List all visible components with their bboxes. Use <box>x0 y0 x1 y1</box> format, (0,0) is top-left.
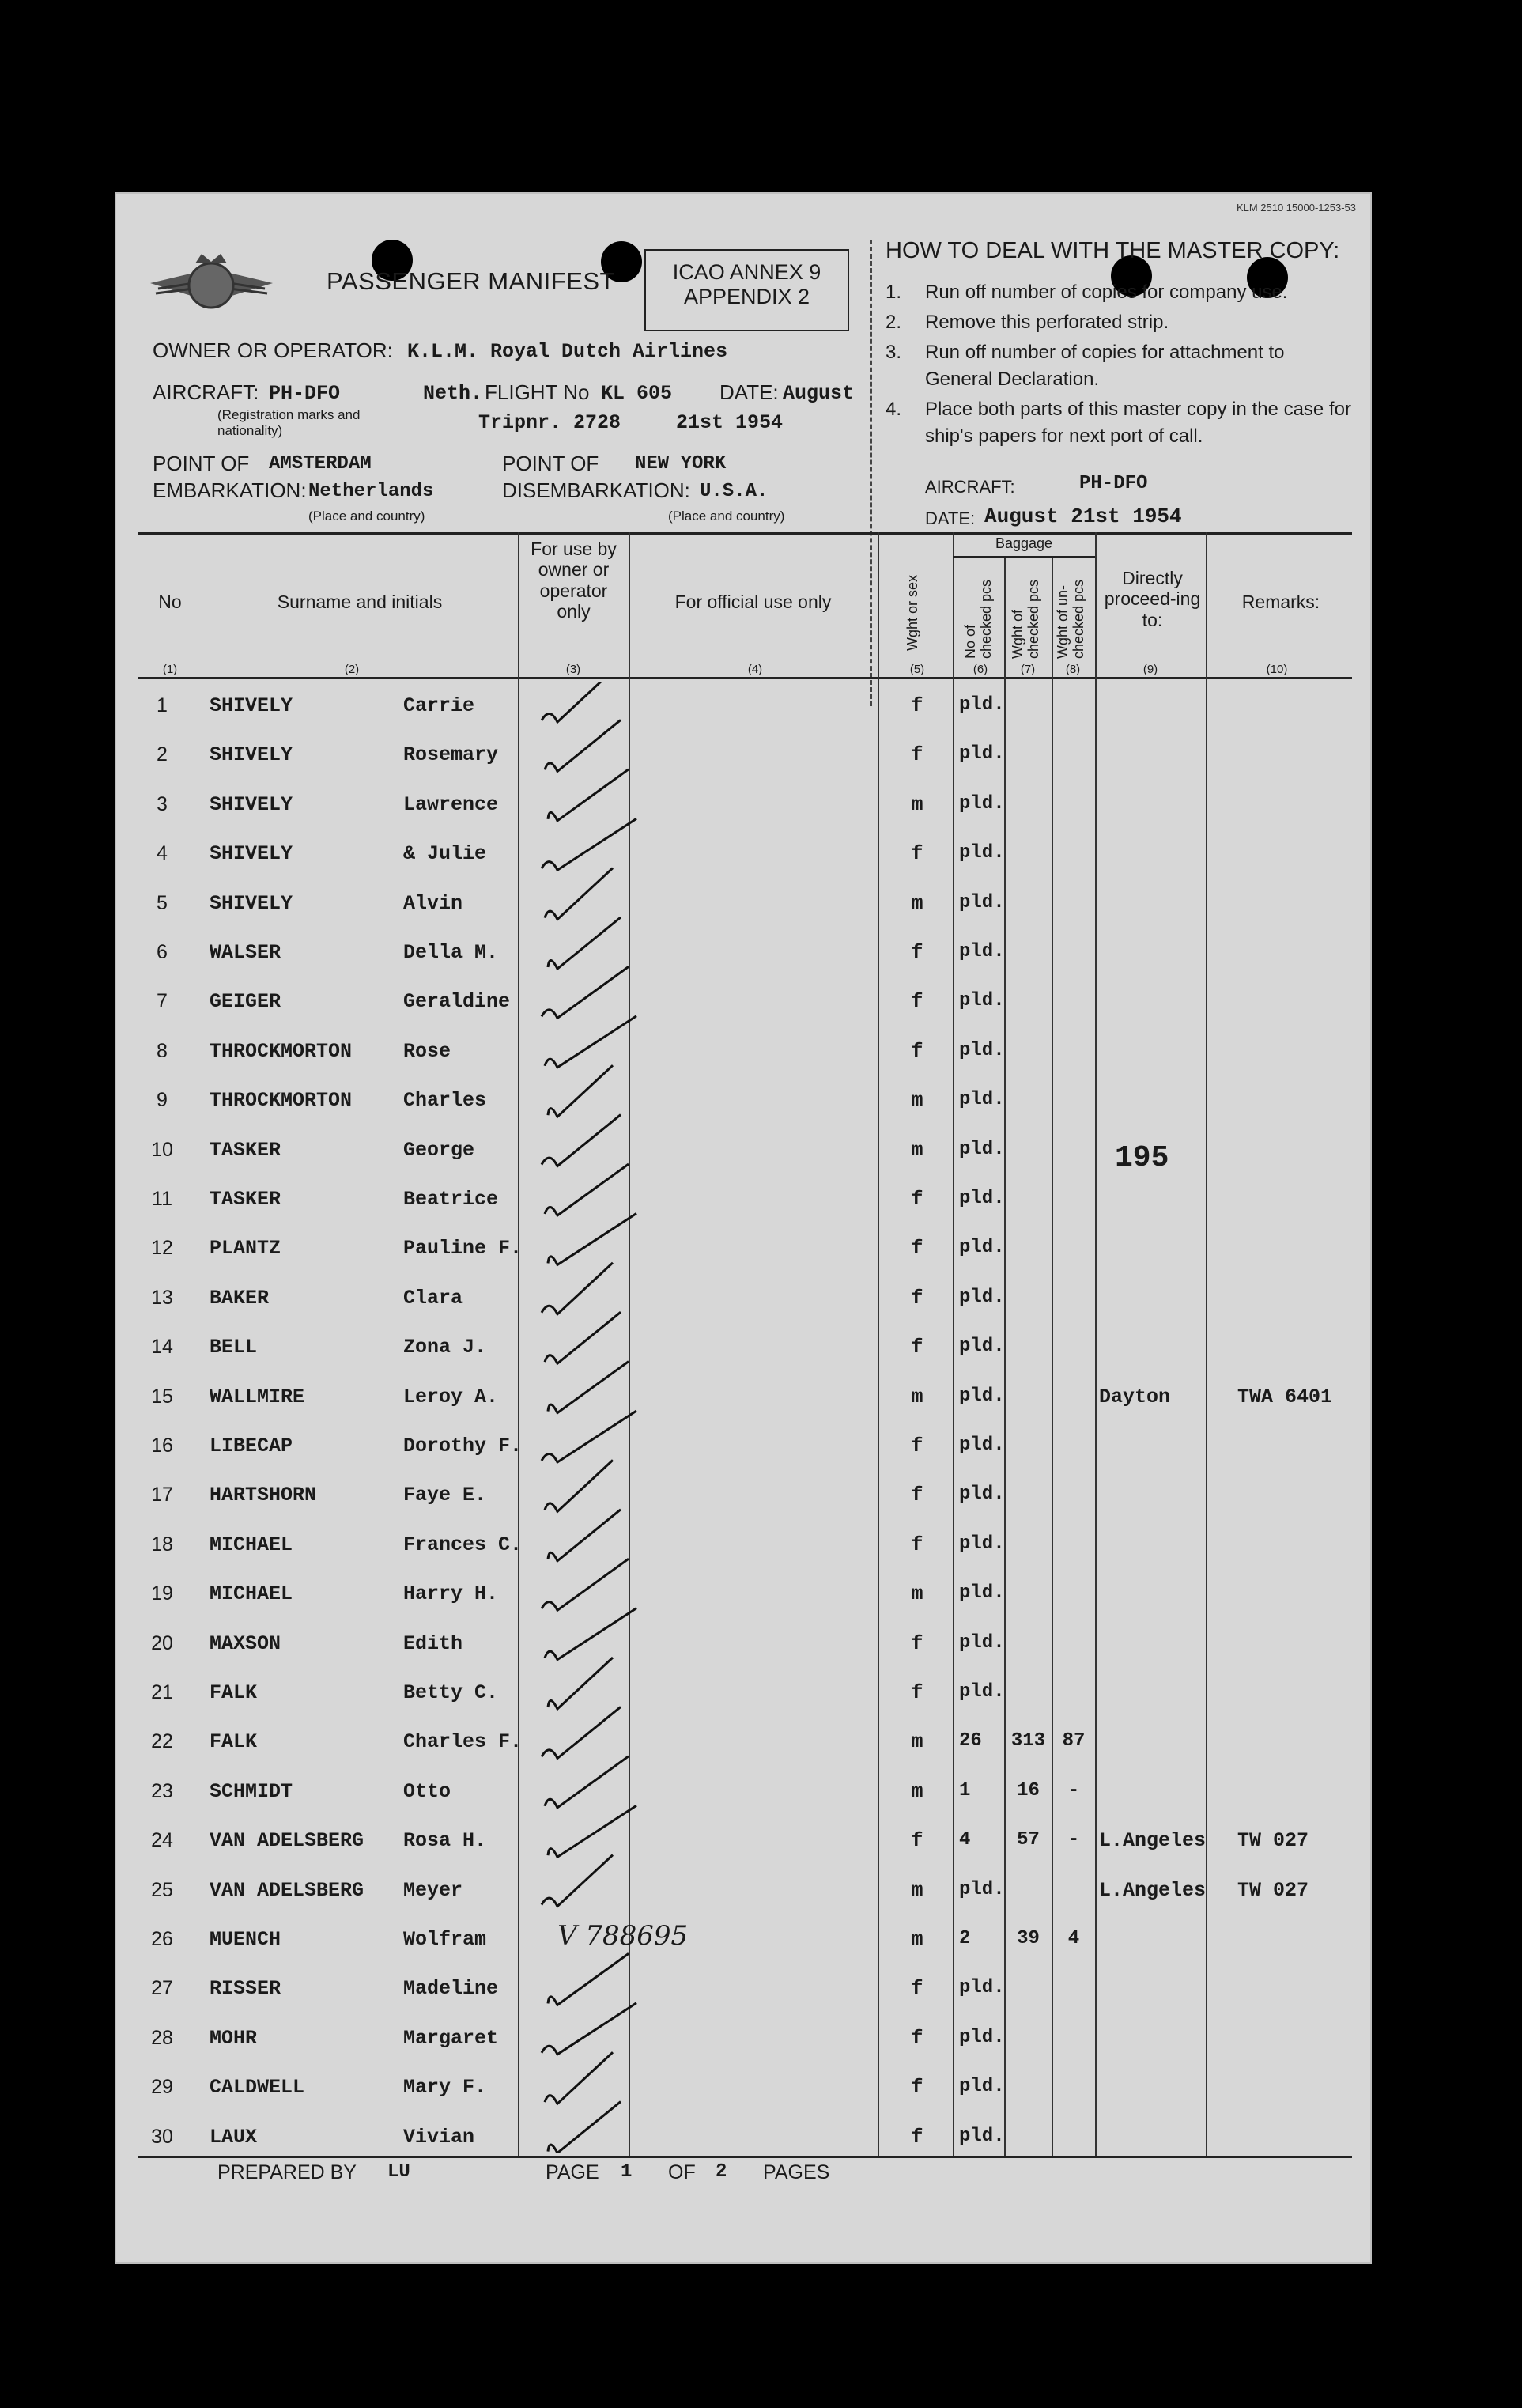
date-value: August <box>783 382 855 405</box>
row-given-name: Mary F. <box>403 2076 487 2100</box>
row-no: 14 <box>151 1336 173 1359</box>
row-destination: L.Angeles <box>1099 1829 1207 1853</box>
row-no: 29 <box>151 2076 173 2099</box>
check-mark <box>542 1115 621 1166</box>
header-owner-use: For use by owner or operator only <box>531 539 617 622</box>
row-given-name: Geraldine <box>403 990 511 1014</box>
row-surname: THROCKMORTON <box>210 1089 353 1113</box>
row-sex: m <box>911 1385 923 1408</box>
row-surname: LAUX <box>210 2125 258 2149</box>
colnum: (2) <box>344 663 360 676</box>
check-mark <box>548 1510 621 1561</box>
row-sex: m <box>911 1928 923 1951</box>
row-given-name: Pauline F. <box>403 1237 523 1261</box>
trip-number: Tripnr. 2728 <box>478 411 621 434</box>
check-mark <box>545 2052 613 2104</box>
row-sex: m <box>911 1089 923 1113</box>
embarkation-country: Netherlands <box>308 481 434 502</box>
row-no: 25 <box>151 1878 173 1901</box>
row-surname: MOHR <box>210 2026 258 2050</box>
embarkation-label-2: EMBARKATION: <box>153 478 307 502</box>
row-checked-pcs: pld. <box>959 891 1005 913</box>
row-given-name: George <box>403 1138 475 1162</box>
row-surname: MAXSON <box>210 1631 281 1655</box>
row-surname: PLANTZ <box>210 1237 281 1261</box>
row-sex: m <box>911 1730 923 1754</box>
row-surname: MICHAEL <box>210 1582 293 1606</box>
header-sex: Wght or sex <box>905 574 920 651</box>
check-mark <box>545 1756 629 1808</box>
stamp-number: 195 <box>1115 1141 1169 1175</box>
row-checked-pcs: pld. <box>959 1878 1005 1900</box>
owner-label: OWNER OR OPERATOR: <box>153 338 393 362</box>
pages-label: PAGES <box>763 2161 830 2183</box>
row-sex: f <box>911 1435 923 1457</box>
row-checked-pcs: pld. <box>959 2026 1005 2048</box>
aircraft-nationality: Neth. <box>423 382 483 405</box>
row-remarks: TW 027 <box>1237 1878 1309 1902</box>
row-sex: m <box>911 792 923 816</box>
embarkation-place: AMSTERDAM <box>269 453 372 474</box>
of-label: OF <box>668 2161 696 2183</box>
row-sex: f <box>911 941 923 964</box>
row-checked-pcs: 1 <box>959 1779 971 1801</box>
row-wght-unchecked: 87 <box>1062 1730 1086 1752</box>
row-surname: SHIVELY <box>210 792 293 816</box>
row-sex: f <box>911 1631 923 1655</box>
page-label: PAGE <box>546 2161 599 2183</box>
row-surname: SHIVELY <box>210 891 293 915</box>
row-checked-pcs: pld. <box>959 2076 1005 2098</box>
row-remarks: TW 027 <box>1237 1829 1309 1853</box>
passport-note: V 788695 <box>557 1920 689 1952</box>
check-mark <box>542 966 629 1018</box>
row-surname: MICHAEL <box>210 1533 293 1556</box>
instruction-item: 2. Remove this perforated strip. <box>886 312 1169 334</box>
row-surname: WALSER <box>210 941 281 964</box>
colnum: (9) <box>1142 663 1158 676</box>
row-given-name: Rose <box>403 1039 451 1063</box>
row-surname: TASKER <box>210 1188 281 1211</box>
instruction-item: 3. Run off number of copies for attachment to General Declaration. <box>886 342 1285 391</box>
date-value-2: 21st 1954 <box>676 411 784 434</box>
row-no: 26 <box>151 1928 173 1950</box>
icao-line2: APPENDIX 2 <box>683 285 810 308</box>
row-no: 7 <box>157 990 168 1013</box>
instruction-item: 1. Run off number of copies for company use. <box>886 282 1288 303</box>
row-sex: m <box>911 1138 923 1162</box>
row-sex: f <box>911 2076 923 2100</box>
row-given-name: Clara <box>403 1286 463 1310</box>
row-given-name: Charles <box>403 1089 487 1113</box>
row-checked-pcs: pld. <box>959 1435 1005 1456</box>
check-mark <box>548 917 621 969</box>
flight-label: FLIGHT No <box>485 380 590 404</box>
instruction-item: 4. Place both parts of this master copy in the case for ship's papers for next port of call. <box>886 399 1351 448</box>
check-mark <box>548 1805 636 1857</box>
row-surname: THROCKMORTON <box>210 1039 353 1063</box>
row-sex: f <box>911 990 923 1014</box>
row-checked-pcs: 2 <box>959 1928 971 1949</box>
row-no: 27 <box>151 1977 173 2000</box>
form-title: PASSENGER MANIFEST <box>327 267 615 295</box>
of-value: 2 <box>716 2161 727 2183</box>
row-given-name: Rosemary <box>403 743 499 767</box>
date-label: DATE: <box>719 380 779 404</box>
row-surname: SCHMIDT <box>210 1779 293 1803</box>
row-given-name: Leroy A. <box>403 1385 499 1408</box>
instructions-date-value: August 21st 1954 <box>984 505 1182 528</box>
row-no: 6 <box>157 941 168 963</box>
colnum: (1) <box>162 663 178 676</box>
row-no: 24 <box>151 1829 173 1852</box>
colnum: (5) <box>909 663 925 676</box>
page-value: 1 <box>621 2161 633 2183</box>
row-surname: SHIVELY <box>210 694 293 717</box>
row-no: 18 <box>151 1533 173 1556</box>
disembarkation-label-1: POINT OF <box>502 452 599 475</box>
row-no: 2 <box>157 743 168 766</box>
row-sex: f <box>911 1681 923 1704</box>
row-given-name: Edith <box>403 1631 463 1655</box>
baggage-rule <box>953 556 1095 558</box>
row-sex: f <box>911 743 923 767</box>
header-remarks: Remarks: <box>1241 592 1320 612</box>
row-checked-pcs: pld. <box>959 1977 1005 1999</box>
row-no: 23 <box>151 1779 173 1802</box>
row-wght-checked: 16 <box>1017 1779 1040 1801</box>
row-checked-pcs: pld. <box>959 1138 1005 1160</box>
row-surname: HARTSHORN <box>210 1484 317 1507</box>
row-no: 16 <box>151 1435 173 1457</box>
instructions-list <box>886 279 1352 450</box>
row-given-name: Harry H. <box>403 1582 499 1606</box>
prepared-value: LU <box>387 2161 410 2183</box>
row-checked-pcs: pld. <box>959 1681 1005 1703</box>
row-surname: FALK <box>210 1681 258 1704</box>
row-given-name: Betty C. <box>403 1681 499 1704</box>
aircraft-label: AIRCRAFT: <box>153 380 259 404</box>
row-sex: m <box>911 1779 923 1803</box>
disembarkation-place: NEW YORK <box>635 453 727 474</box>
header-no: No <box>158 592 182 612</box>
row-wght-unchecked: 4 <box>1067 1928 1080 1949</box>
row-checked-pcs: pld. <box>959 743 1005 765</box>
row-checked-pcs: pld. <box>959 1286 1005 1308</box>
row-sex: f <box>911 2125 923 2149</box>
row-given-name: Madeline <box>403 1977 499 2001</box>
row-surname: BELL <box>210 1336 258 1359</box>
row-checked-pcs: pld. <box>959 1336 1005 1358</box>
row-no: 9 <box>157 1089 168 1112</box>
row-sex: f <box>911 2026 923 2050</box>
row-destination: L.Angeles <box>1099 1878 1207 1902</box>
row-sex: f <box>911 842 923 866</box>
check-mark <box>542 682 613 722</box>
row-surname: BAKER <box>210 1286 270 1310</box>
row-sex: f <box>911 1237 923 1261</box>
form-code: KLM 2510 15000-1253-53 <box>1236 202 1356 214</box>
row-wght-unchecked: - <box>1067 1829 1080 1851</box>
row-checked-pcs: pld. <box>959 1089 1005 1111</box>
row-no: 11 <box>152 1188 172 1210</box>
row-given-name: Rosa H. <box>403 1829 487 1853</box>
prepared-label: PREPARED BY <box>217 2161 357 2183</box>
row-given-name: Meyer <box>403 1878 463 1902</box>
header-bottom-rule <box>138 677 1352 679</box>
row-surname: VAN ADELSBERG <box>210 1829 364 1853</box>
row-checked-pcs: pld. <box>959 792 1005 815</box>
row-sex: f <box>911 1829 923 1853</box>
row-no: 19 <box>151 1582 173 1605</box>
check-mark <box>545 1460 613 1511</box>
aircraft-value: PH-DFO <box>269 382 341 405</box>
row-sex: f <box>911 1484 923 1507</box>
check-mark <box>548 1213 636 1264</box>
row-given-name: Alvin <box>403 891 463 915</box>
row-wght-checked: 57 <box>1017 1829 1040 1851</box>
colnum: (4) <box>747 663 763 676</box>
row-no: 22 <box>151 1730 173 1753</box>
row-no: 20 <box>151 1631 173 1654</box>
icao-box <box>644 249 849 331</box>
row-given-name: Carrie <box>403 694 475 717</box>
row-surname: WALLMIRE <box>210 1385 305 1408</box>
row-no: 17 <box>151 1484 173 1506</box>
row-checked-pcs: pld. <box>959 1631 1005 1654</box>
row-no: 5 <box>157 891 168 914</box>
check-mark <box>542 2003 636 2055</box>
instructions-aircraft-value: PH-DFO <box>1079 473 1148 494</box>
row-remarks: TWA 6401 <box>1237 1385 1333 1408</box>
row-surname: LIBECAP <box>210 1435 293 1457</box>
icao-line1: ICAO ANNEX 9 <box>672 260 821 284</box>
instructions-title: HOW TO DEAL WITH THE MASTER COPY: <box>886 238 1340 263</box>
row-no: 4 <box>157 842 168 865</box>
manifest-page <box>115 192 1372 2264</box>
row-surname: SHIVELY <box>210 743 293 767</box>
check-mark <box>542 1855 613 1907</box>
embarkation-sub: (Place and country) <box>308 508 425 524</box>
flight-value: KL 605 <box>601 382 673 405</box>
colnum: (6) <box>972 663 988 676</box>
row-no: 28 <box>151 2026 173 2049</box>
row-no: 30 <box>151 2125 173 2148</box>
header-proceeding: Directly proceed-ing to: <box>1104 568 1201 630</box>
header-wght-unchecked: Wght of un-checked pcs <box>1055 579 1086 659</box>
row-checked-pcs: pld. <box>959 1533 1005 1555</box>
colnum: (8) <box>1065 663 1081 676</box>
colnum: (3) <box>565 663 581 676</box>
row-given-name: Wolfram <box>403 1928 487 1951</box>
row-checked-pcs: pld. <box>959 1039 1005 1061</box>
row-no: 10 <box>151 1138 173 1161</box>
row-sex: f <box>911 1286 923 1310</box>
row-sex: m <box>911 1582 923 1606</box>
row-surname: SHIVELY <box>210 842 293 866</box>
check-mark <box>548 1953 629 2005</box>
row-surname: MUENCH <box>210 1928 281 1951</box>
row-wght-unchecked: - <box>1067 1779 1080 1801</box>
aircraft-sub: (Registration marks and nationality) <box>217 407 361 439</box>
row-given-name: Charles F. <box>403 1730 523 1754</box>
row-given-name: Della M. <box>403 941 499 964</box>
row-surname: TASKER <box>210 1138 281 1162</box>
row-given-name: & Julie <box>403 842 487 866</box>
colnum: (7) <box>1020 663 1036 676</box>
row-checked-pcs: pld. <box>959 2125 1005 2147</box>
row-surname: GEIGER <box>210 990 281 1014</box>
header-checked-pcs: No of checked pcs <box>962 579 994 659</box>
colnum: (10) <box>1266 663 1288 676</box>
check-mark <box>545 1164 629 1215</box>
header-surname: Surname and initials <box>277 592 443 612</box>
perforation-line <box>870 240 872 706</box>
row-wght-checked: 313 <box>1010 1730 1046 1752</box>
header-wght-checked: Wght of checked pcs <box>1010 579 1041 659</box>
row-surname: CALDWELL <box>210 2076 305 2100</box>
row-no: 12 <box>151 1237 173 1260</box>
row-sex: m <box>911 1878 923 1902</box>
row-given-name: Dorothy F. <box>403 1435 523 1457</box>
row-surname: RISSER <box>210 1977 281 2001</box>
check-mark <box>542 1263 613 1314</box>
check-mark <box>542 818 636 870</box>
check-mark <box>542 1559 629 1610</box>
header-baggage: Baggage <box>995 535 1053 551</box>
row-surname: FALK <box>210 1730 258 1754</box>
row-checked-pcs: pld. <box>959 1582 1005 1605</box>
row-given-name: Lawrence <box>403 792 499 816</box>
instructions-date-label: DATE: <box>925 508 976 528</box>
row-checked-pcs: pld. <box>959 694 1005 716</box>
row-sex: f <box>911 694 923 717</box>
row-given-name: Vivian <box>403 2125 475 2149</box>
row-checked-pcs: pld. <box>959 842 1005 864</box>
check-mark <box>548 2102 621 2153</box>
row-checked-pcs: pld. <box>959 1237 1005 1259</box>
check-mark <box>545 1016 636 1068</box>
row-surname: VAN ADELSBERG <box>210 1878 364 1902</box>
instructions-aircraft-label: AIRCRAFT: <box>925 477 1015 497</box>
disembarkation-label-2: DISEMBARKATION: <box>502 478 690 502</box>
row-no: 8 <box>157 1039 168 1062</box>
row-destination: Dayton <box>1099 1385 1171 1408</box>
embarkation-label-1: POINT OF <box>153 452 250 475</box>
disembarkation-sub: (Place and country) <box>668 508 785 524</box>
row-no: 1 <box>157 694 168 716</box>
disembarkation-country: U.S.A. <box>700 481 769 502</box>
row-sex: f <box>911 1039 923 1063</box>
check-mark <box>548 769 629 821</box>
row-no: 13 <box>151 1286 173 1309</box>
row-no: 3 <box>157 792 168 815</box>
row-no: 15 <box>151 1385 173 1408</box>
row-sex: f <box>911 1533 923 1556</box>
check-mark <box>548 1658 613 1709</box>
row-wght-checked: 39 <box>1017 1928 1040 1949</box>
row-given-name: Frances C. <box>403 1533 523 1556</box>
row-given-name: Beatrice <box>403 1188 499 1211</box>
row-checked-pcs: pld. <box>959 941 1005 962</box>
row-given-name: Otto <box>403 1779 451 1803</box>
check-mark <box>548 1362 629 1413</box>
row-sex: f <box>911 1336 923 1359</box>
row-sex: f <box>911 1977 923 2001</box>
row-checked-pcs: pld. <box>959 990 1005 1012</box>
row-checked-pcs: pld. <box>959 1484 1005 1506</box>
row-given-name: Margaret <box>403 2026 499 2050</box>
check-mark <box>545 720 621 771</box>
row-given-name: Zona J. <box>403 1336 487 1359</box>
header-official: For official use only <box>674 592 832 612</box>
check-mark <box>542 1707 621 1758</box>
owner-value: K.L.M. Royal Dutch Airlines <box>407 340 728 363</box>
row-checked-pcs: 4 <box>959 1829 971 1851</box>
check-mark <box>542 1411 636 1462</box>
row-checked-pcs: pld. <box>959 1188 1005 1209</box>
row-sex: m <box>911 891 923 915</box>
row-checked-pcs: pld. <box>959 1385 1005 1407</box>
klm-crown-logo-icon <box>146 240 277 319</box>
row-sex: f <box>911 1188 923 1211</box>
check-mark <box>548 1065 613 1117</box>
table-top-rule <box>138 532 1352 535</box>
check-mark <box>545 1608 636 1660</box>
row-no: 21 <box>151 1681 173 1703</box>
check-mark <box>545 1312 621 1363</box>
row-given-name: Faye E. <box>403 1484 487 1507</box>
check-mark <box>545 868 613 920</box>
row-checked-pcs: 26 <box>959 1730 982 1752</box>
